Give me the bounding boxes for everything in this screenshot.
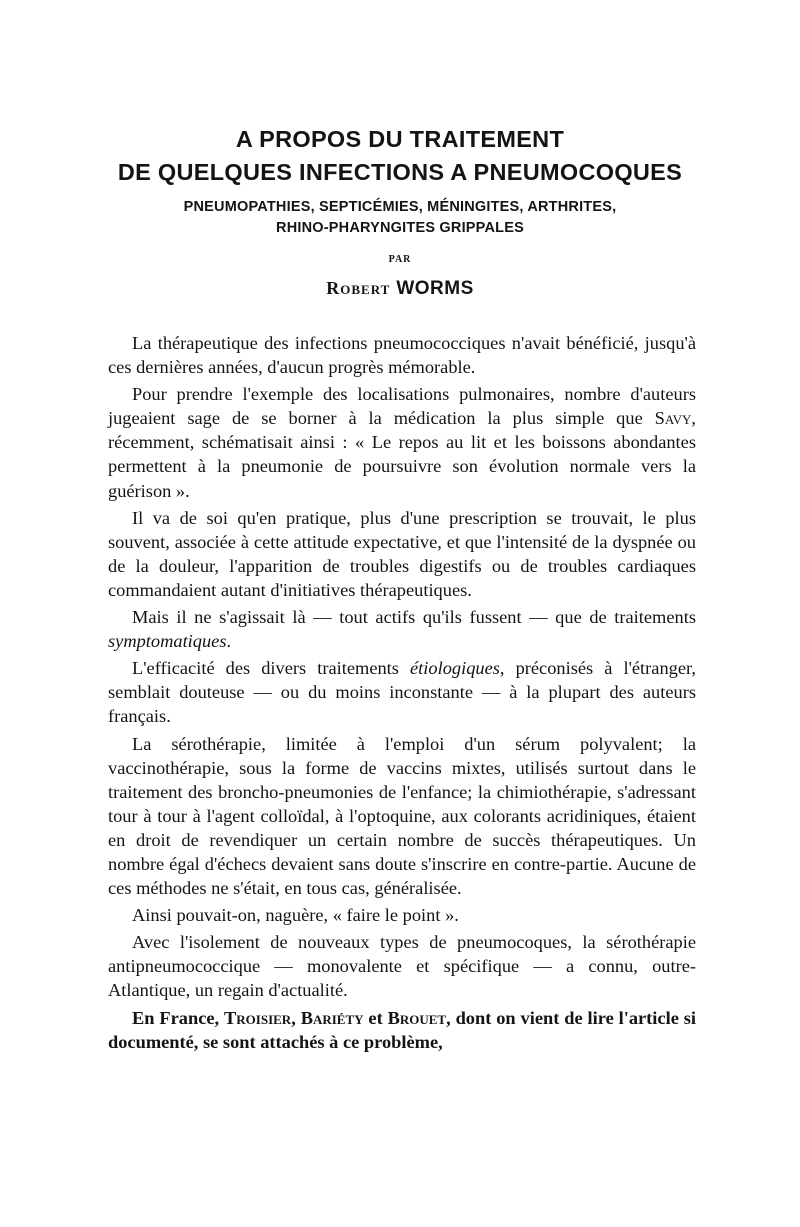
paragraph-5-text-b: , préconisés à l'étranger, semblait douteuse — ou du moins inconstante — à la plupart des auteurs français. <box>108 658 696 727</box>
paragraph-9-text-a: En France, <box>132 1007 225 1028</box>
author <box>0 278 800 300</box>
paragraph-9-sep-2: et <box>363 1007 388 1028</box>
paragraph-6 <box>108 732 696 901</box>
paragraph-5 <box>108 656 696 728</box>
paragraph-2-text-b: , récemment, schématisait ainsi : « Le repos au lit et les boissons abondantes permettent à la pneumonie de poursuivre son évolution normale vers la guérison ». <box>108 408 696 501</box>
paragraph-7 <box>108 903 696 927</box>
author-last-name: WORMS <box>396 278 474 299</box>
paragraph-8 <box>108 930 696 1002</box>
paragraph-9-sep-1: , <box>291 1007 301 1028</box>
title-line-1: A PROPOS DU TRAITEMENT <box>235 126 565 152</box>
author-first-name: Robert <box>326 278 391 298</box>
paragraph-8-text: Avec l'isolement de nouveaux types de pneumocoques, la sérothérapie antipneumococcique — monovalente et spécifique — a connu, outre-Atlantique, un regain d'actualité. <box>108 932 696 1001</box>
paragraph-9 <box>108 1006 696 1054</box>
paragraph-7-text: Ainsi pouvait-on, naguère, « faire le point ». <box>132 905 459 926</box>
author-ref-savy: Savy <box>654 408 692 429</box>
author-ref-brouet: Brouet <box>387 1007 447 1028</box>
by-label: PAR <box>388 254 412 265</box>
article-body <box>108 331 696 1054</box>
title-line-2: DE QUELQUES INFECTIONS A PNEUMOCOQUES <box>117 159 683 185</box>
paragraph-4-text-b: . <box>226 631 232 652</box>
emphasis-etiologiques: étiologiques <box>410 658 500 679</box>
subtitle-line-1: PNEUMOPATHIES, SEPTICÉMIES, MÉNINGITES, ARTHRITES, <box>183 199 617 215</box>
paragraph-9-text-b: , dont on vient de lire l'article si documenté, se sont attachés à ce problème, <box>108 1007 697 1052</box>
paragraph-4-text-a: Mais il ne s'agissait là — tout actifs qu'ils fussent — que de traitements <box>132 607 696 628</box>
paragraph-3-text: Il va de soi qu'en pratique, plus d'une prescription se trouvait, le plus souvent, associée à cette attitude expectative, et que l'intensité de la dyspnée ou de la douleur, l'apparition de troubles digestifs ou de troubles cardiaques commandaient autant d'initiatives thérapeutiques. <box>108 507 696 600</box>
paragraph-5-text-a: L'efficacité des divers traitements <box>132 658 411 679</box>
subtitle-line-2: RHINO-PHARYNGITES GRIPPALES <box>276 220 524 236</box>
author-ref-bariety: Bariéty <box>300 1007 364 1028</box>
paragraph-2-text-a: Pour prendre l'exemple des localisations pulmonaires, nombre d'auteurs jugeaient sage de se borner à la médication la plus simple que <box>108 384 696 429</box>
emphasis-symptomatiques: symptomatiques <box>108 631 227 652</box>
author-ref-troisier: Troisier <box>224 1007 292 1028</box>
paragraph-3 <box>108 506 696 602</box>
paragraph-6-text: La sérothérapie, limitée à l'emploi d'un sérum polyvalent; la vaccinothérapie, sous la forme de vaccins mixtes, utilisés surtout dans le traitement des broncho-pneumonies de l'enfance; la chimiothérapie, s'adressant tour à tour à l'agent colloïdal, à l'optoquine, aux colorants acridiniques, étaient en droit de revendiquer un certain nombre de succès thérapeutiques. Un nombre égal d'échecs devaient sans doute s'inscrire en contre-partie. Aucune de ces méthodes ne s'était, en tous cas, généralisée. <box>108 733 696 899</box>
paragraph-4 <box>108 605 696 653</box>
paragraph-1 <box>108 331 696 379</box>
paragraph-1-text: La thérapeutique des infections pneumococciques n'avait bénéficié, jusqu'à ces dernières années, d'aucun progrès mémorable. <box>108 333 696 378</box>
paragraph-2 <box>108 382 696 502</box>
